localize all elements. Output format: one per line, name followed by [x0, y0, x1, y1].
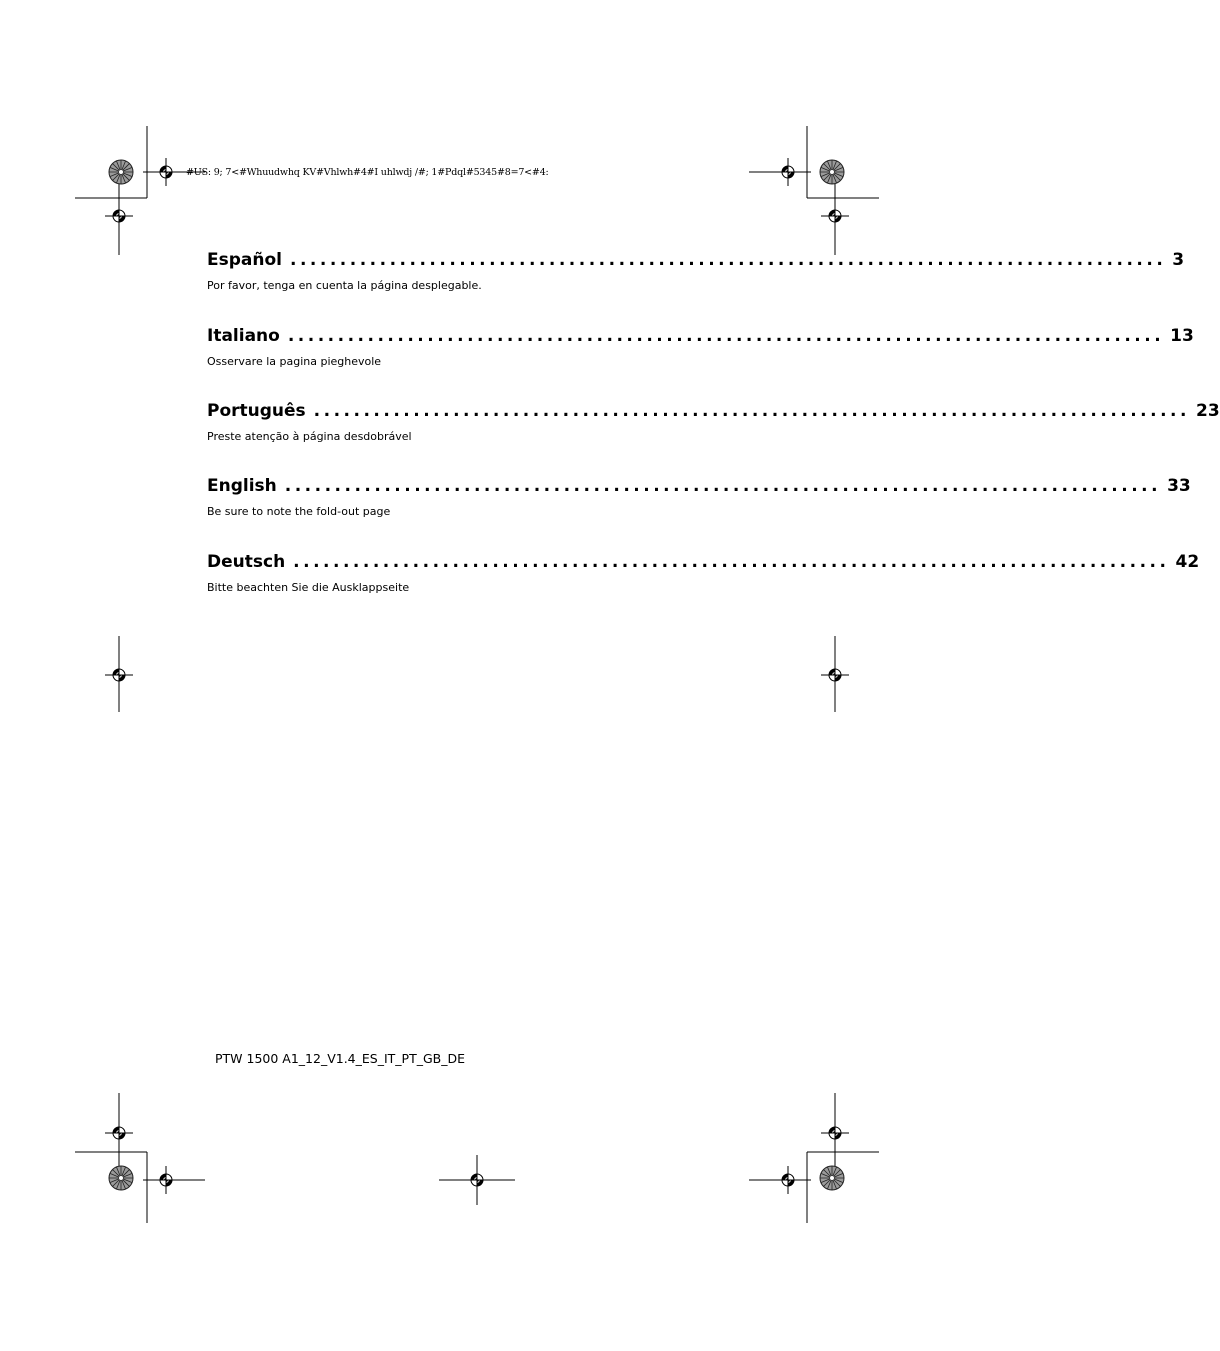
- color-star-mark-bottom-left: [109, 1166, 133, 1190]
- registration-mark: [774, 1166, 802, 1194]
- toc-leader-dots: ........................................................................................: [289, 250, 1167, 270]
- document-code: PTW 1500 A1_12_V1.4_ES_IT_PT_GB_DE: [215, 1051, 465, 1066]
- toc-title: Deutsch: [207, 552, 286, 572]
- toc-leader-dots: ........................................................................................: [287, 326, 1165, 346]
- registration-mark: [821, 661, 849, 689]
- toc-page-number: 13: [1170, 326, 1194, 346]
- toc-leader-dots: ........................................................................................: [293, 552, 1170, 572]
- toc-page-number: 42: [1175, 552, 1200, 572]
- color-star-mark-top-left: [109, 160, 133, 184]
- toc-page-number: 33: [1167, 476, 1191, 496]
- toc-note: Be sure to note the fold-out page: [207, 505, 391, 518]
- registration-mark: [152, 1166, 180, 1194]
- color-star-mark-top-right: [820, 160, 844, 184]
- toc-note: Por favor, tenga en cuenta la página desplegable.: [207, 279, 482, 292]
- toc-leader-dots: ........................................................................................: [284, 476, 1162, 496]
- toc-title: Italiano: [207, 326, 280, 346]
- toc-leader-dots: ........................................................................................: [313, 401, 1190, 421]
- print-slug: #US: 9; 7<#Whuudwhq KV#Vhlwh#4#I uhlwdj /#; 1#Pdql#5345#8=7<#4:: [186, 167, 549, 178]
- registration-mark: [105, 202, 133, 230]
- toc-note: Osservare la pagina pieghevole: [207, 355, 382, 368]
- registration-mark: [821, 202, 849, 230]
- toc-note: Bitte beachten Sie die Ausklappseite: [207, 581, 410, 594]
- registration-mark: [105, 1119, 133, 1147]
- registration-mark: [152, 158, 180, 186]
- toc-note: Preste atenção à página desdobrável: [207, 430, 412, 443]
- toc-page-number: 23: [1195, 401, 1220, 421]
- toc-title: English: [207, 476, 277, 496]
- toc-title: Português: [207, 401, 306, 421]
- registration-mark: [463, 1166, 491, 1194]
- registration-mark: [821, 1119, 849, 1147]
- registration-mark: [105, 661, 133, 689]
- toc-page-number: 3: [1172, 250, 1185, 270]
- toc-title: Español: [207, 250, 282, 270]
- registration-mark: [774, 158, 802, 186]
- color-star-mark-bottom-right: [820, 1166, 844, 1190]
